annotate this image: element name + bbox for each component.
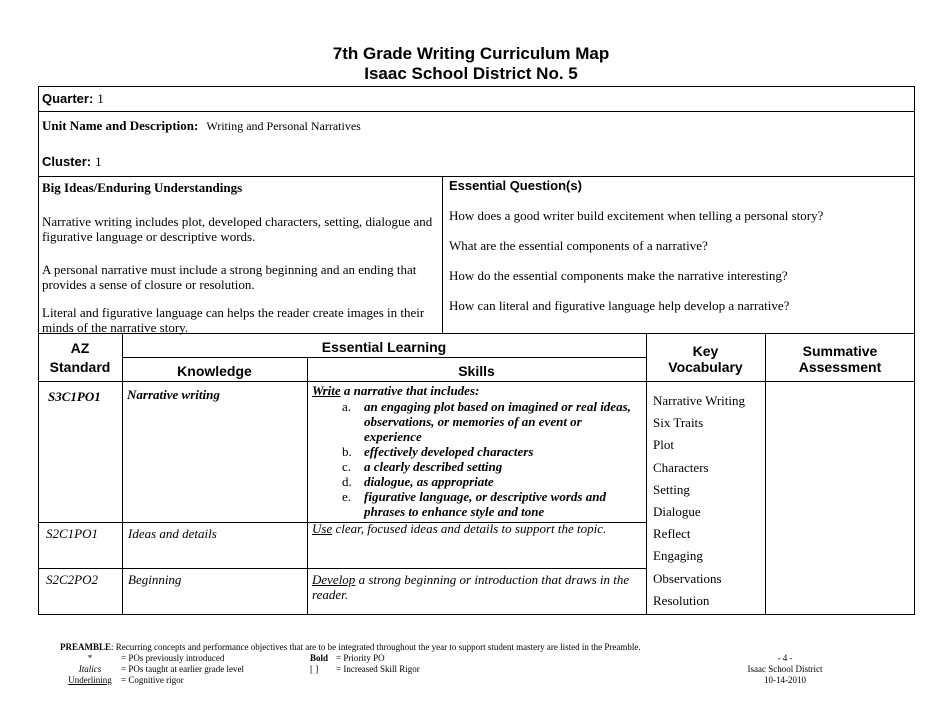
row-skill (312, 383, 642, 398)
legend-desc: = Cognitive rigor (121, 675, 184, 685)
skill-sub-item (342, 489, 642, 519)
essential-question-item: What are the essential components of a narrative? (449, 238, 708, 253)
big-idea-item: Literal and figurative language can helps the reader create images in their minds of the narrative story. (42, 305, 425, 335)
quarter-field (42, 90, 104, 108)
page-number: - 4 - (777, 653, 793, 663)
skill-sub-item (342, 474, 642, 489)
essential-question-item: How does a good writer build excitement when telling a personal story? (449, 208, 824, 223)
footer-date: 10-14-2010 (764, 675, 806, 685)
row-knowledge: Narrative writing (127, 387, 220, 402)
big-idea-item: A personal narrative must include a strong beginning and an ending that provides a sense of closure or resolution. (42, 262, 417, 292)
skill-sub-list (342, 399, 642, 519)
skill-sub-marker: b. (342, 444, 352, 459)
column-rule (765, 333, 766, 615)
cluster-field (42, 153, 102, 171)
assessment-header: Assessment (798, 359, 882, 375)
preamble-text: : Recurring concepts and performance objectives that are to be integrated throughout the year to support student mastery are listed in the Preamble. (111, 642, 641, 652)
vocab-item: Observations (653, 570, 722, 586)
essential-questions-heading: Essential Question(s) (449, 178, 582, 193)
row-knowledge: Beginning (128, 572, 182, 587)
unit-label: Unit Name and Description: (42, 118, 199, 133)
vocab-item: Narrative Writing (653, 393, 746, 408)
row-skill (312, 521, 642, 536)
legend-key: Underlining (68, 675, 112, 685)
page-subtitle: Isaac School District No. 5 (364, 64, 578, 83)
skill-sub-text: an engaging plot based on imagined or real ideas, observations, or memories of an event or experience (364, 399, 631, 444)
big-idea-item: Narrative writing includes plot, developed characters, setting, dialogue and figurative language or descriptive words. (42, 214, 433, 244)
legend-desc: = Priority PO (336, 653, 385, 663)
quarter-box (38, 86, 915, 112)
vocab-item: Setting (653, 481, 690, 497)
vocab-item: Six Traits (653, 415, 704, 431)
skill-verb: Use (312, 521, 333, 536)
vocab-item: Resolution (653, 592, 710, 608)
legend-key: Bold (310, 653, 329, 663)
skill-sub-marker: a. (342, 399, 352, 414)
skill-sub-text: dialogue, as appropriate (364, 474, 494, 489)
vocab-item: Plot (653, 437, 674, 453)
quarter-label: Quarter: (42, 91, 94, 106)
unit-field (42, 117, 361, 135)
preamble-note (60, 642, 760, 653)
skill-text: a narrative that includes: (340, 383, 480, 398)
preamble-label: PREAMBLE (60, 642, 112, 652)
skill-sub-marker: d. (342, 474, 352, 489)
vocab-item: Characters (653, 459, 709, 475)
column-rule (307, 357, 308, 615)
essential-learning-header: Essential Learning (321, 339, 447, 355)
legend-key: [ ] (310, 664, 319, 674)
vocabulary-header: Vocabulary (668, 359, 743, 375)
row-standard: S2C2PO2 (46, 572, 98, 587)
skill-verb: Develop (312, 572, 356, 587)
essential-question-item: How can literal and figurative language help develop a narrative? (449, 298, 790, 313)
skill-sub-text: figurative language, or descriptive words and phrases to enhance style and tone (364, 489, 606, 519)
skill-sub-text: effectively developed characters (364, 444, 534, 459)
vocab-item: Dialogue (653, 504, 701, 520)
understandings-divider (442, 176, 443, 334)
unit-value: Writing and Personal Narratives (206, 119, 361, 133)
page-title: 7th Grade Writing Curriculum Map (332, 44, 610, 63)
summative-header: Summative (802, 343, 878, 359)
knowledge-header: Knowledge (177, 363, 252, 379)
skill-sub-item (342, 444, 642, 459)
standard-header: Standard (49, 359, 111, 375)
row-skill (312, 572, 642, 602)
quarter-value: 1 (97, 91, 104, 106)
skill-sub-marker: c. (342, 459, 352, 474)
column-rule (646, 333, 647, 615)
row-standard: S3C1PO1 (48, 389, 101, 404)
legend-desc: = POs taught at earlier grade level (121, 664, 245, 674)
skill-text: a strong beginning or introduction that draws in the reader. (312, 572, 630, 602)
skills-header: Skills (458, 363, 495, 379)
legend-key: Italics (78, 664, 102, 674)
az-header: AZ (70, 340, 90, 356)
skill-sub-text: a clearly described setting (364, 459, 503, 474)
table-header-rule (38, 381, 915, 382)
row-rule (38, 568, 646, 569)
skill-sub-item (342, 459, 642, 474)
cluster-label: Cluster: (42, 154, 92, 169)
cluster-value: 1 (95, 154, 102, 169)
skill-text: clear, focused ideas and details to support the topic. (332, 521, 607, 536)
row-standard: S2C1PO1 (46, 526, 98, 541)
vocab-item: Reflect (653, 526, 691, 542)
skill-sub-marker: e. (342, 489, 352, 504)
key-header: Key (692, 343, 719, 359)
legend-key: * (87, 653, 93, 663)
legend-desc: = POs previously introduced (121, 653, 225, 663)
skill-verb: Write (312, 383, 341, 398)
row-knowledge: Ideas and details (128, 526, 217, 541)
vocab-item: Engaging (653, 548, 703, 564)
legend-desc: = Increased Skill Rigor (336, 664, 420, 674)
essential-learning-rule (122, 357, 646, 358)
vocabulary-list (653, 390, 761, 612)
skill-sub-item (342, 399, 642, 444)
footer-district: Isaac School District (747, 664, 823, 674)
essential-question-item: How do the essential components make the narrative interesting? (449, 268, 788, 283)
big-ideas-heading: Big Ideas/Enduring Understandings (42, 180, 243, 195)
